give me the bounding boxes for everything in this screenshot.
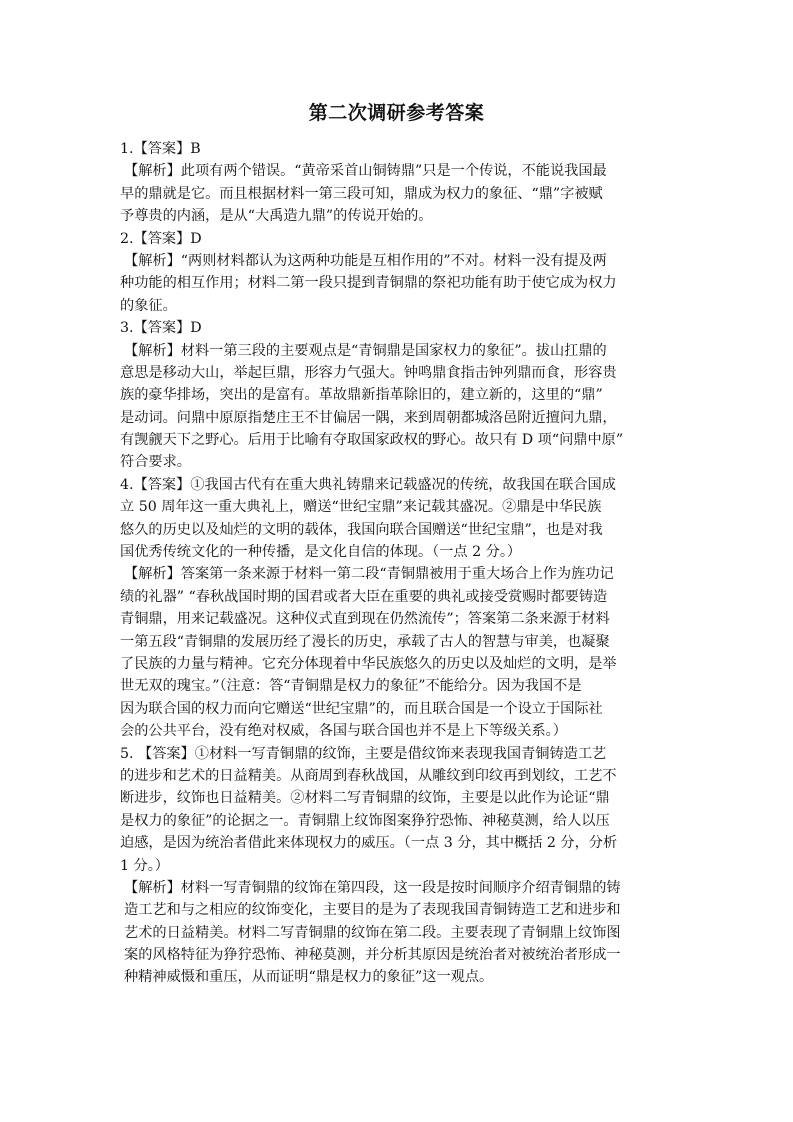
- text-line: 迫感，是因为统治者借此来体现权力的威压。（一点 3 分，其中概括 2 分，分析: [120, 835, 618, 852]
- text-line: 4.【答案】①我国古代有在重大典礼铸鼎来记载盛况的传统，故我国在联合国成: [120, 476, 616, 493]
- text-line: 是权力的象征”的论据之一。青铜鼎上纹饰图案狰狞恐怖、神秘莫测，给人以压: [120, 812, 610, 829]
- text-line: 艺术的日益精美。材料二写青铜鼎的纹饰在第二段。主要表现了青铜鼎上纹饰图: [124, 924, 621, 941]
- answer-body: [120, 138, 680, 989]
- text-line: 的象征。: [120, 297, 177, 314]
- text-line: 【解析】材料一写青铜鼎的纹饰在第四段，这一段是按时间顺序介绍青铜鼎的铸: [124, 879, 621, 896]
- text-line: 种精神威慑和重压，从而证明“鼎是权力的象征”这一观点。: [124, 969, 494, 986]
- text-line: 予尊贵的内涵，是从“大禹造九鼎”的传说开始的。: [120, 208, 433, 225]
- text-line: 立 50 周年这一重大典礼上，赠送“世纪宝鼎”来记载其盛况。②鼎是中华民族: [120, 499, 602, 516]
- text-line: 案的风格特征为狰狞恐怖、神秘莫测，并分析其原因是统治者对被统治者形成一: [124, 947, 621, 964]
- text-line: 一第五段“青铜鼎的发展历经了漫长的历史，承载了古人的智慧与审美，也凝聚: [120, 633, 610, 650]
- text-line: 早的鼎就是它。而且根据材料一第三段可知，鼎成为权力的象征、“鼎”字被赋: [120, 185, 603, 202]
- text-line: 绩的礼器” “春秋战国时期的国君或者大臣在重要的典礼或接受赏赐时都要铸造: [120, 588, 608, 605]
- text-line: 悠久的历史以及灿烂的文明的载体，我国向联合国赠送“世纪宝鼎”，也是对我: [120, 521, 603, 538]
- page-title: 第二次调研参考答案: [308, 102, 485, 124]
- text-line: 有觊觎天下之野心。后用于比喻有夺取国家政权的野心。故只有 D 项“问鼎中原”: [120, 432, 624, 449]
- text-line: 青铜鼎，用来记载盛况。这种仪式直到现在仍然流传”；答案第二条来源于材料: [120, 611, 610, 628]
- text-line: 造工艺和与之相应的纹饰变化，主要目的是为了表现我国青铜铸造工艺和进步和: [124, 902, 621, 919]
- text-line: 5. 【答案】①材料一写青铜鼎的纹饰，主要是借纹饰来表现我国青铜铸造工艺: [120, 745, 607, 762]
- text-line: 种功能的相互作用；材料二第一段只提到青铜鼎的祭祀功能有助于使它成为权力: [120, 275, 617, 292]
- text-line: 1 分。）: [120, 857, 169, 874]
- text-line: 【解析】答案第一条来源于材料一第二段“青铜鼎被用于重大场合上作为旌功记: [124, 566, 614, 583]
- text-line: 1.【答案】B: [120, 141, 201, 157]
- text-line: 意思是移动大山，举起巨鼎，形容力气强大。钟鸣鼎食指击钟列鼎而食，形容贵: [120, 364, 617, 381]
- text-line: 3.【答案】D: [120, 320, 202, 337]
- text-line: 国优秀传统文化的一种传播，是文化自信的体现。（一点 2 分。）: [120, 544, 522, 561]
- text-line: 2.【答案】D: [120, 230, 202, 247]
- text-line: 因为联合国的权力而向它赠送“世纪宝鼎”的，而且联合国是一个设立于国际社: [120, 700, 603, 717]
- text-line: 断进步，纹饰也日益精美。②材料二写青铜鼎的纹饰，主要是以此作为论证“鼎: [120, 790, 610, 807]
- text-line: 世无双的瑰宝。”（注意：答“青铜鼎是权力的象征”不能给分。因为我国不是: [120, 678, 582, 695]
- text-line: 的进步和艺术的日益精美。从商周到春秋战国，从雕纹到印纹再到划纹，工艺不: [120, 767, 617, 784]
- text-line: 【解析】此项有两个错误。“黄帝采首山铜铸鼎”只是一个传说，不能说我国最: [124, 163, 607, 180]
- text-line: 是动词。问鼎中原原指楚庄王不甘偏居一隅，来到周朝都城洛邑附近擅问九鼎，: [120, 409, 617, 426]
- text-line: 【解析】“两则材料都认为这两种功能是互相作用的”不对。材料一没有提及两: [124, 252, 607, 269]
- text-line: 会的公共平台，没有绝对权威，各国与联合国也并不是上下等级关系。）: [120, 723, 567, 740]
- text-line: 了民族的力量与精神。它充分体现着中华民族悠久的历史以及灿烂的文明，是举: [120, 655, 617, 672]
- text-line: 符合要求。: [120, 454, 191, 471]
- text-line: 族的豪华排场，突出的是富有。革故鼎新指革除旧的，建立新的，这里的“鼎”: [120, 387, 603, 404]
- text-line: 【解析】材料一第三段的主要观点是“青铜鼎是国家权力的象征”。拔山扛鼎的: [124, 342, 607, 359]
